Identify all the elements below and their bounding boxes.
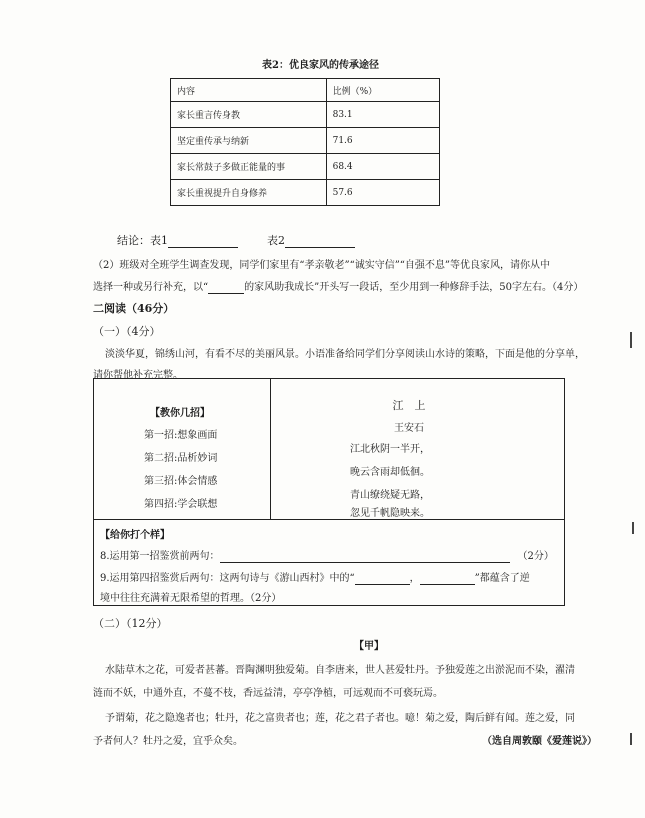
strategy-box (93, 378, 565, 606)
q8-prompt: 8.运用第一招鉴赏前两句： (100, 551, 220, 562)
conclusion-label: 结论： (117, 234, 150, 247)
table-row (171, 79, 440, 102)
poem-line-1: 江北秋阴一半开， (350, 444, 430, 455)
q2-line2 (93, 278, 583, 294)
passage-line-2: 涟而不妖，中通外直，不蔓不枝，香远益清，亭亭净植，可远观而不可亵玩焉。 (93, 688, 443, 699)
table-cell: 家长常鼓子多做正能量的事 (171, 154, 327, 180)
conclusion-line (117, 232, 355, 248)
table-row (171, 180, 440, 206)
table-header-content: 内容 (171, 79, 327, 102)
table-cell: 坚定重传承与纳新 (171, 128, 327, 154)
table-row (171, 154, 440, 180)
table-header-ratio: 比例（%） (326, 79, 439, 102)
tip-item-1: 第一招:想象画面 (144, 430, 218, 441)
table-cell: 家长重言传身教 (171, 102, 327, 128)
q8-answer-blank[interactable] (220, 551, 510, 563)
table2 (170, 78, 440, 206)
poem-line-3: 青山缭绕疑无路， (350, 490, 430, 501)
passage-line-4: 予者何人？牡丹之爱，宜乎众矣。 (93, 736, 243, 747)
conclusion-t1-label: 表1 (150, 234, 168, 247)
q9-blank-1[interactable] (355, 573, 410, 585)
passage-source: （选自周敦颐《爱莲说》） (482, 736, 597, 747)
divider (94, 519, 564, 520)
table-cell: 家长重视提升自身修养 (171, 180, 327, 206)
q9-line: 9.运用第四招鉴赏后两句：这两句诗与《游山西村》中的“ ， ”都蕴含了逆 (100, 573, 530, 584)
q9-blank-2[interactable] (420, 573, 475, 585)
table-cell: 57.6 (326, 180, 439, 206)
passage-line-1: 水陆草木之花，可爱者甚蕃。晋陶渊明独爱菊。自李唐来，世人甚爱牡丹。予独爱莲之出淤泥而不染，濯清 (105, 665, 575, 676)
q2-blank[interactable] (208, 282, 244, 294)
conclusion-t2-label: 表2 (267, 234, 285, 247)
table-row (171, 102, 440, 128)
tips-title: 【教你几招】 (150, 408, 210, 419)
margin-mark (630, 332, 632, 348)
table-cell: 83.1 (326, 102, 439, 128)
table-row (171, 128, 440, 154)
table-cell: 68.4 (326, 154, 439, 180)
margin-mark (632, 522, 634, 534)
part1-intro1: 淡淡华夏，锦绣山河，有看不尽的美丽风景。小语准备给同学们分享阅读山水诗的策略，下面是他的分享单， (105, 349, 585, 360)
passage-line-3: 予谓菊，花之隐逸者也；牡丹，花之富贵者也；莲，花之君子者也。噫！菊之爱，陶后鲜有闻。莲之爱，同 (105, 713, 575, 724)
table2-title: 表2：优良家风的传承途径 (262, 60, 379, 71)
tip-item-3: 第三招:体会情感 (144, 476, 218, 487)
part1-intro2: 请你帮他补充完整。 (93, 370, 183, 381)
q9-prompt-end: ”都蕴含了逆 (474, 573, 530, 584)
poem-title: 江 上 (392, 399, 426, 412)
q2-line1: （2）班级对全班学生调查发现，同学们家里有“孝亲敬老”“诚实守信”“自强不息”等优良家风，请你从中 (93, 260, 551, 271)
q9-line2: 境中往往充满着无限希望的哲理。（2分） (100, 593, 282, 604)
tip-item-4: 第四招:学会联想 (144, 499, 218, 510)
part1-label: （一）（4分） (93, 325, 161, 338)
part2-jia: 【甲】 (354, 641, 384, 652)
table-cell: 71.6 (326, 128, 439, 154)
q2-line2-start: 选择一种或另行补充，以“ (93, 282, 209, 293)
q9-prompt: 9.运用第四招鉴赏后两句：这两句诗与《游山西村》中的“ (100, 573, 355, 584)
section2-title: 二阅读（46分） (93, 302, 175, 315)
q2-line2-end: 的家风助我成长”开头写一段话，至少用到一种修辞手法，50字左右。（4分） (244, 282, 584, 293)
conclusion-t1-blank[interactable] (168, 234, 238, 248)
q8-line (100, 547, 554, 563)
divider (270, 379, 271, 519)
margin-mark (630, 733, 632, 745)
conclusion-t2-blank[interactable] (285, 234, 355, 248)
tip-item-2: 第二招:品析妙词 (144, 453, 218, 464)
part2-label: （二）（12分） (93, 617, 168, 630)
poem-line-2: 晚云含雨却低徊。 (350, 467, 430, 478)
task-title: 【给你打个样】 (100, 530, 170, 541)
q8-score: （2分） (517, 551, 554, 562)
poem-author: 王安石 (394, 423, 424, 434)
poem-line-4: 忽见千帆隐映来。 (350, 508, 430, 519)
